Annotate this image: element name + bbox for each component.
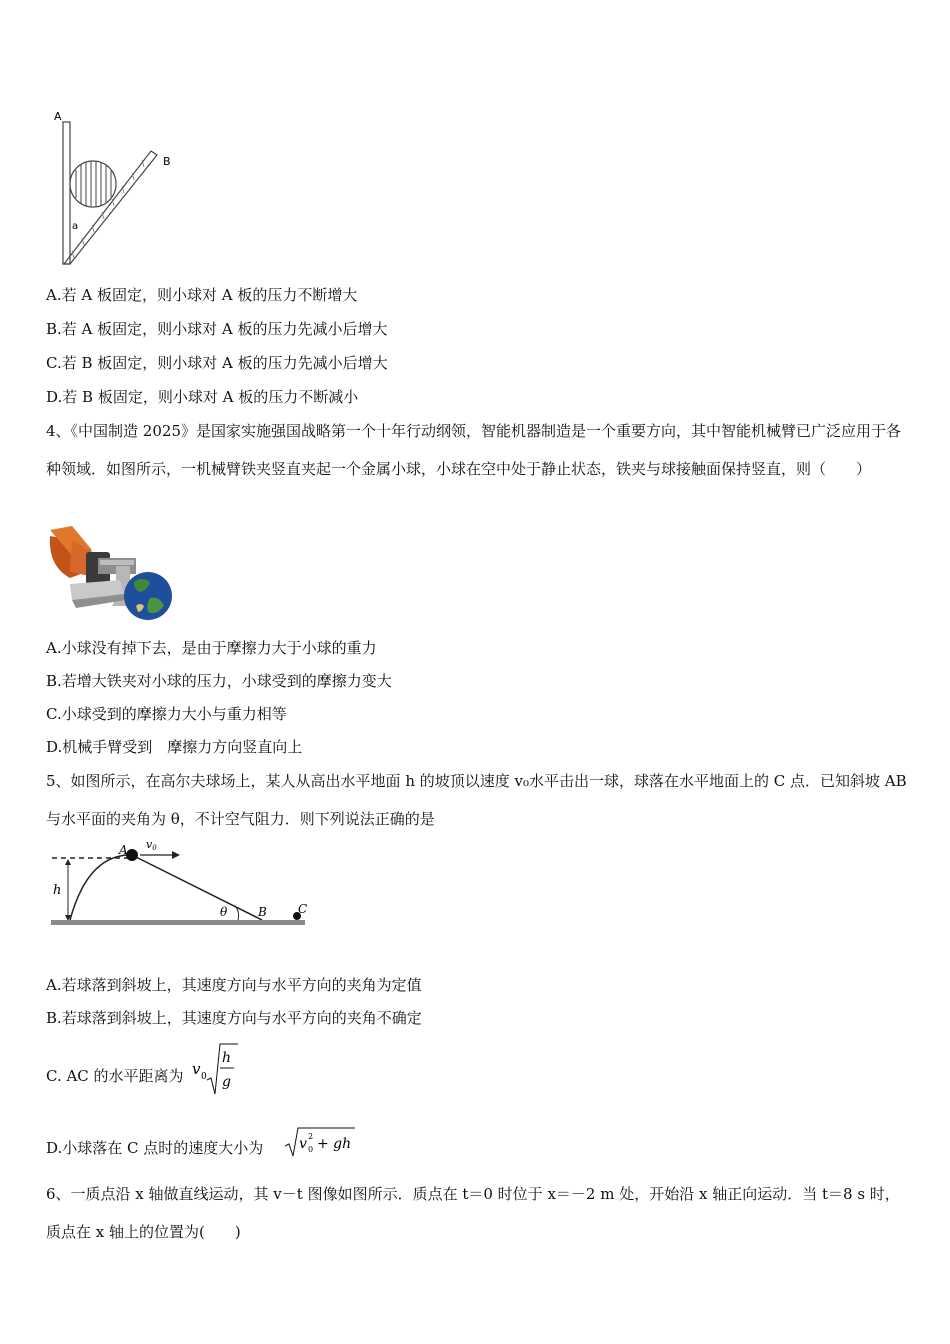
label-c: C xyxy=(298,902,308,916)
q5-option-d xyxy=(46,1138,263,1158)
q3-option-a: A.若 A 板固定，则小球对 A 板的压力不断增大 xyxy=(46,286,358,304)
board-a xyxy=(63,122,70,264)
slope-ab xyxy=(132,855,262,920)
q4-option-b: B.若增大铁夹对小球的压力，小球受到的摩擦力变大 xyxy=(46,672,392,690)
formula-d-sup: 2 xyxy=(308,1132,314,1141)
q5-option-d-text: D.小球落在 C 点时的速度大小为 xyxy=(46,1139,264,1157)
label-b: B xyxy=(258,905,267,919)
ball-a xyxy=(126,849,138,861)
hatched-ball xyxy=(70,161,116,207)
q3-board-figure xyxy=(50,108,180,268)
label-theta: θ xyxy=(220,905,228,919)
ground xyxy=(51,920,305,925)
formula-d-sub: 0 xyxy=(308,1145,314,1154)
formula-c-speed xyxy=(283,1124,363,1160)
q6-line-1: 6、一质点沿 x 轴做直线运动，其 v－t 图像如图所示．质点在 t＝0 时位于 x＝－2 m 处，开始沿 x 轴正向运动．当 t＝8 s 时， xyxy=(46,1185,900,1203)
formula-d-rest: + gh xyxy=(317,1136,352,1152)
golf-slope-figure xyxy=(48,834,314,934)
formula-d-v: v xyxy=(299,1136,307,1152)
q4-option-a: A.小球没有掉下去，是由于摩擦力大于小球的重力 xyxy=(46,639,377,657)
formula-c-sub: 0 xyxy=(201,1072,207,1082)
label-v0: v0 xyxy=(146,838,157,852)
formula-c-den: g xyxy=(222,1074,231,1090)
q3-option-d: D.若 B 板固定，则小球对 A 板的压力不断减小 xyxy=(46,388,359,406)
q3-option-c: C.若 B 板固定，则小球对 A 板的压力先减小后增大 xyxy=(46,354,388,372)
formula-c-v: v xyxy=(192,1060,201,1078)
q5-option-b: B.若球落到斜坡上，其速度方向与水平方向的夹角不确定 xyxy=(46,1009,422,1027)
label-a: A xyxy=(119,843,128,857)
q3-label-b: B xyxy=(163,155,171,168)
q3-angle-label: a xyxy=(72,221,79,232)
trajectory-curve xyxy=(70,855,132,920)
q5-stem: 5、如图所示，在高尔夫球场上，某人从高出水平地面 h 的坡顶以速度 v₀水平击出一球，球落在水平地面上的 C 点．已知斜坡 AB 与水平面的夹角为 θ，不计空气阻力．则下列说法正确的是 xyxy=(46,772,907,828)
q3-option-b: B.若 A 板固定，则小球对 A 板的压力先减小后增大 xyxy=(46,320,388,338)
q5-option-c-text: C. AC 的水平距离为 xyxy=(46,1067,184,1085)
formula-ac-distance xyxy=(190,1040,250,1098)
q4-option-c: C.小球受到的摩擦力大小与重力相等 xyxy=(46,705,287,723)
robot-arm-image xyxy=(46,526,174,622)
q6-line-2: 质点在 x 轴上的位置为( ) xyxy=(46,1223,241,1241)
q5-option-c xyxy=(46,1066,184,1086)
formula-c-num: h xyxy=(222,1050,232,1066)
q3-label-a: A xyxy=(54,110,62,123)
label-h: h xyxy=(53,883,62,898)
q5-option-a: A.若球落到斜坡上，其速度方向与水平方向的夹角为定值 xyxy=(46,976,422,994)
q4-option-d: D.机械手臂受到 摩擦力方向竖直向上 xyxy=(46,738,303,756)
q4-stem: 4、《中国制造 2025》是国家实施强国战略第一个十年行动纲领，智能机器制造是一个重要方向，其中智能机械臂已广泛应用于各种领域．如图所示，一机械臂铁夹竖直夹起一个金属小球，小球在空中处于静止状态，铁夹与球接触面保持竖直，则（ ） xyxy=(46,422,901,478)
